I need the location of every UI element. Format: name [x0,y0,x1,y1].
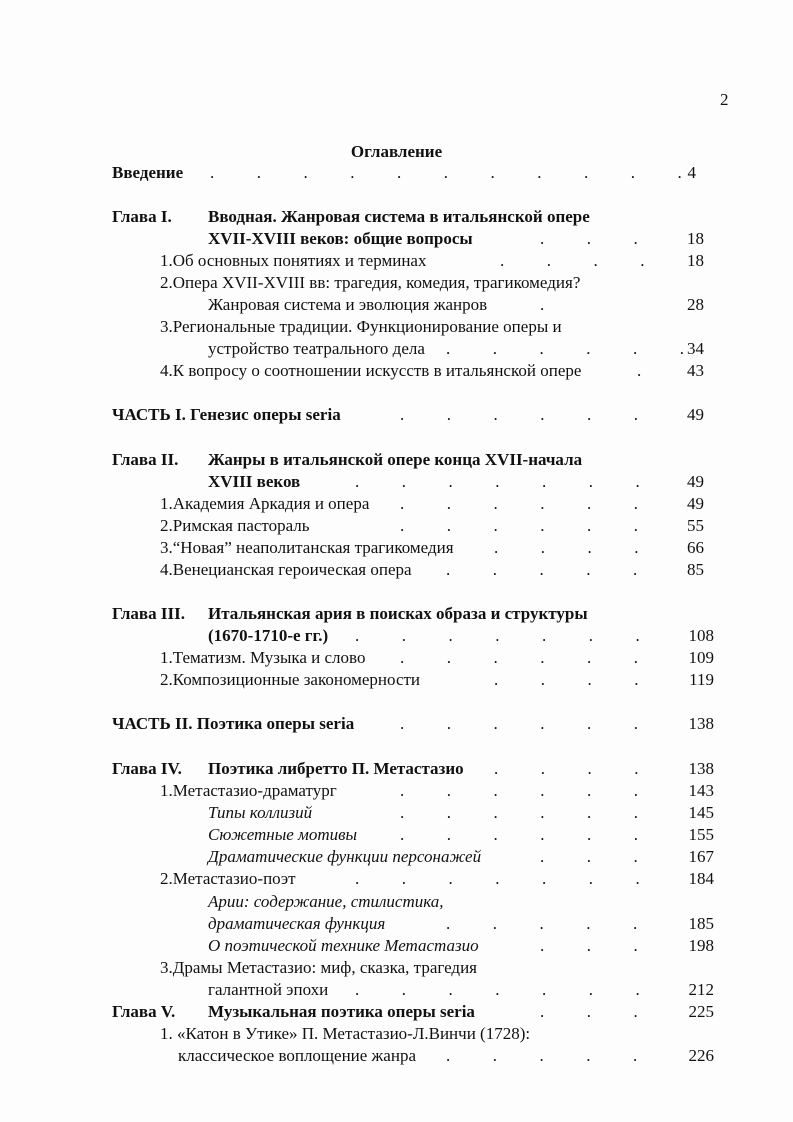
toc-leader: . . . . [494,759,639,778]
toc-entry-4-2a-page: 185 [688,914,714,933]
chapter-2-page: 49 [687,472,704,491]
toc-entry-1-2-line2: Жанровая система и эволюция жанров [208,295,488,314]
chapter-2-title-line2: XVIII веков [208,472,301,491]
toc-intro-page: 4 [687,163,696,182]
toc-leader: . . . [540,1002,638,1021]
toc-entry-2-3: 3.“Новая” неаполитанская трагикомедия [160,538,454,557]
toc-intro-label: Введение [112,163,184,182]
toc-entry-4-1: 1.Метастазио-драматург [160,781,337,800]
toc-leader: . . . . . . . [355,626,640,645]
toc-entry-4-1b: Сюжетные мотивы [208,825,358,844]
toc-entry-5-1-line2: классическое воплощение жанра [178,1046,416,1065]
toc-entry-3-2-page: 119 [689,670,714,689]
toc-leader: . . . . . . . [355,980,640,999]
toc-leader: . . . . . . . [355,869,640,888]
chapter-3-title-line2: (1670-1710-е гг.) [208,626,329,645]
toc-leader: . . . [540,847,638,866]
chapter-2-label: Глава II. [112,450,179,469]
toc-leader: . . . . . [446,1046,638,1065]
part-1-page: 49 [687,405,704,424]
toc-entry-4-1b-page: 155 [688,825,714,844]
toc-leader: . . . . . . [400,714,638,733]
toc-entry-4-3-line2: галантной эпохи [208,980,329,999]
toc-leader: . . . . . . [400,405,638,424]
chapter-1-page: 18 [687,229,704,248]
toc-entry-2-2-page: 55 [687,516,704,535]
toc-entry-4-1c: Драматические функции персонажей [208,847,482,866]
toc-entry-1-3-line1: 3.Региональные традиции. Функционирование оперы и [160,317,562,336]
part-2-page: 138 [688,714,714,733]
part-2-heading: ЧАСТЬ II. Поэтика оперы seria [112,714,355,733]
toc-leader: . [540,295,545,314]
toc-entry-1-2-line1: 2.Опера XVII-XVIII вв: трагедия, комедия, трагикомедия? [160,273,581,292]
chapter-1-label: Глава I. [112,207,172,226]
toc-entry-2-2: 2.Римская пастораль [160,516,310,535]
chapter-5-label: Глава V. [112,1002,176,1021]
toc-entry-4-3-line1: 3.Драмы Метастазио: миф, сказка, трагедия [160,958,477,977]
toc-entry-5-1-line1: 1. «Катон в Утике» П. Метастазио-Л.Винчи (1728): [160,1024,531,1043]
toc-leader: . . . . . [446,914,638,933]
toc-entry-4-2a-line1: Арии: содержание, стилистика, [208,892,444,911]
part-1-heading: ЧАСТЬ I. Генезис оперы seria [112,405,341,424]
toc-leader: . [637,361,642,380]
chapter-4-page: 138 [688,759,714,778]
toc-entry-4-1a: Типы коллизий [208,803,313,822]
chapter-1-title-line1: Вводная. Жанровая система в итальянской опере [208,207,590,226]
toc-entry-1-3-page: 34 [687,339,704,358]
toc-entry-4-2-page: 184 [688,869,714,888]
toc-entry-2-3-page: 66 [687,538,704,557]
toc-entry-5-1-page: 226 [688,1046,714,1065]
toc-leader: . . . . . . [400,516,638,535]
toc-entry-3-1: 1.Тематизм. Музыка и слово [160,648,366,667]
chapter-3-title-line1: Итальянская ария в поисках образа и структуры [208,604,588,623]
toc-entry-4-2b-page: 198 [688,936,714,955]
toc-entry-1-1: 1.Об основных понятиях и терминах [160,251,427,270]
toc-leader: . . . [540,229,638,248]
toc-leader: . . . . . [446,560,638,579]
toc-entry-4-1a-page: 145 [688,803,714,822]
toc-entry-2-4-page: 85 [687,560,704,579]
toc-entry-2-1: 1.Академия Аркадия и опера [160,494,370,513]
chapter-3-page: 108 [688,626,714,645]
toc-entry-4-1c-page: 167 [688,847,714,866]
chapter-5-page: 225 [688,1002,714,1021]
toc-entry-1-4: 4.К вопросу о соотношении искусств в итальянской опере [160,361,582,380]
toc-title: Оглавление [350,142,443,161]
toc-entry-1-1-page: 18 [687,251,704,270]
toc-entry-1-3-line2: устройство театрального дела [208,339,425,358]
toc-leader: . . . . . . . . . . . [210,163,682,182]
page-number: 2 [720,90,729,109]
toc-entry-4-2b: О поэтической технике Метастазио [208,936,479,955]
toc-leader: . . . . [494,538,639,557]
toc-entry-3-1-page: 109 [688,648,714,667]
chapter-4-label: Глава IV. [112,759,182,778]
toc-entry-1-4-page: 43 [687,361,704,380]
toc-entry-4-1-page: 143 [688,781,714,800]
chapter-5-title: Музыкальная поэтика оперы seria [208,1002,475,1021]
toc-entry-3-2: 2.Композиционные закономерности [160,670,421,689]
chapter-4-title: Поэтика либретто П. Метастазио [208,759,464,778]
toc-leader: . . . . [500,251,645,270]
chapter-2-title-line1: Жанры в итальянской опере конца XVII-начала [208,450,583,469]
toc-entry-4-2: 2.Метастазио-поэт [160,869,296,888]
toc-entry-4-2a-line2: драматическая функция [208,914,386,933]
toc-entry-4-3-page: 212 [688,980,714,999]
toc-leader: . . . . . . [400,648,638,667]
toc-entry-2-1-page: 49 [687,494,704,513]
toc-leader: . . . . [494,670,639,689]
toc-leader: . . . . . . [446,339,684,358]
toc-leader: . . . . . . . [355,472,640,491]
chapter-3-label: Глава III. [112,604,185,623]
toc-entry-2-4: 4.Венецианская героическая опера [160,560,412,579]
toc-entry-1-2-page: 28 [687,295,704,314]
toc-leader: . . . . . . [400,781,638,800]
toc-leader: . . . . . . [400,494,638,513]
chapter-1-title-line2: XVII-XVIII веков: общие вопросы [208,229,473,248]
toc-leader: . . . . . . [400,825,638,844]
toc-leader: . . . . . . [400,803,638,822]
toc-leader: . . . [540,936,638,955]
